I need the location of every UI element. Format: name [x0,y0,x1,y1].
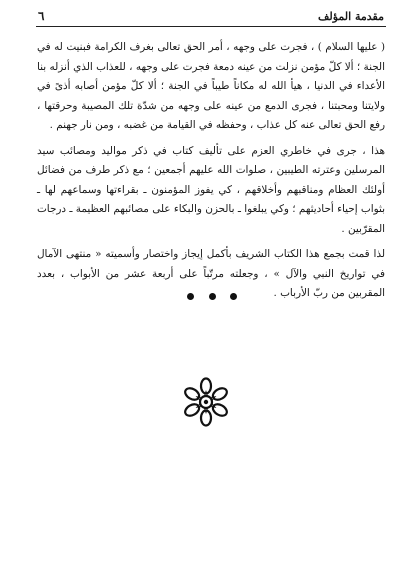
separator-dot [187,293,194,300]
separator-dot [230,293,237,300]
section-separator [187,290,237,302]
paragraph: ( عليها السلام ) ، فجرت على وجهه ، أمر الحق تعالى بغرف الكرامة فبنيت له في الجنة ؛ ألا كلّ مؤمن نزلت من عينه دمعة فجرت على وجهه ، للعذاب الذي أنزله بنا الأعداء في الدنيا ، هيأ الله له مكاناً طيباً في الجنة ؛ ألا كلّ مؤمن أصابه أذىً في ولايتنا ومحبتنا ، فجرى الدمع من عينه على وجهه من شدّة تلك المصيبة وحرقتها ، رفع الحق تعالى عنه كل عذاب ، وحفظه في القيامة من غضبه ، ومن نار جهنم . [37,41,386,131]
body-text [37,38,385,304]
paragraph: هذا ، جرى في خاطري العزم على تأليف كتاب في ذكر مواليد ومصائب سيد المرسلين وعترته الطيبين ، صلوات الله عليهم أجمعين ؛ مع ذكر طرف من فضائل أولئك العظام ومناقبهم وأخلاقهم ، كي يفوز المؤمنون ـ بقراءتها وسماعهم لها ـ بثواب إحياء أحاديثهم ؛ وكي يبلغوا ـ بالحزن والبكاء على مصائبهم العظيمة ـ درجات المقرّبين . [37,144,385,235]
separator-dot [209,293,216,300]
page-header [36,10,386,27]
ornament-rosette-icon [179,375,233,429]
paragraph: لذا قمت بجمع هذا الكتاب الشريف بأكمل إيجاز واختصار وأسميته « منتهى الآمال في تواريخ النبي والآل » ، وجعلته مرتّباً على أربعة عشر من الأبواب ، بعدد المقربين من ربّ الأرباب . [37,248,385,299]
running-title: مقدمة المؤلف [317,10,384,23]
page-number: ٦ [38,9,45,23]
